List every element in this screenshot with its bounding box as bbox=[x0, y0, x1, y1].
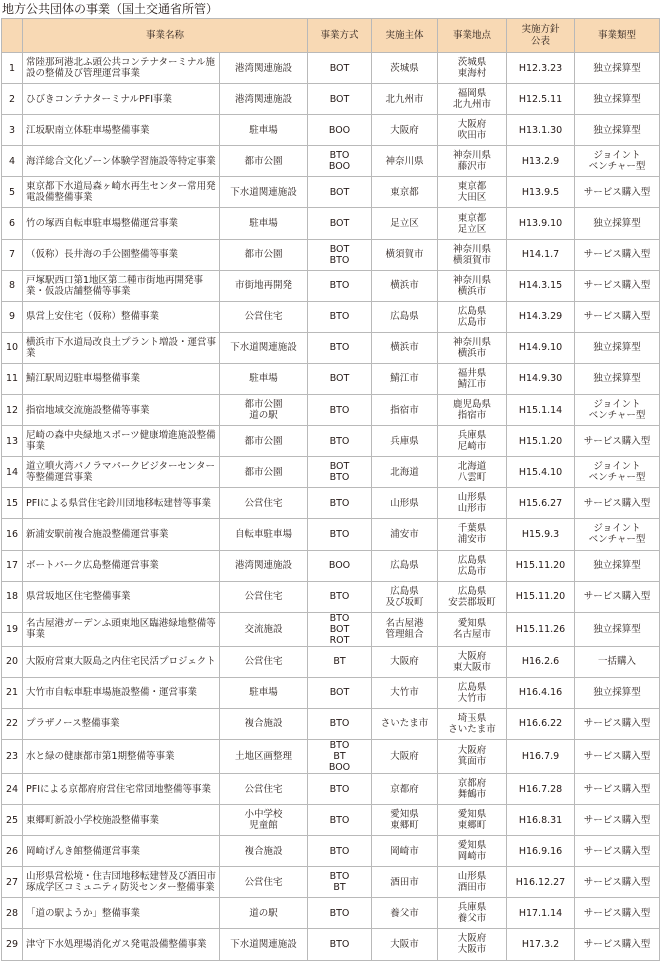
project-type: 独立採算型 bbox=[575, 677, 660, 708]
project-name: 横浜市下水道局改良土プラント増設・運営事業 bbox=[23, 332, 220, 363]
table-row bbox=[2, 53, 660, 84]
project-type: サービス購入型 bbox=[575, 708, 660, 739]
row-number: 26 bbox=[2, 836, 23, 867]
table-row bbox=[2, 836, 660, 867]
implementing-entity: 名古屋港 管理組合 bbox=[372, 612, 438, 646]
implementing-entity: 横須賀市 bbox=[372, 239, 438, 270]
project-type: サービス購入型 bbox=[575, 581, 660, 612]
table-row bbox=[2, 646, 660, 677]
table-row bbox=[2, 84, 660, 115]
header-row bbox=[2, 19, 660, 53]
project-type: 一括購入 bbox=[575, 646, 660, 677]
project-name: 竹の塚西自転車駐車場整備運営事業 bbox=[23, 208, 220, 239]
table-row bbox=[2, 739, 660, 773]
row-number: 17 bbox=[2, 550, 23, 581]
project-location: 福井県 鯖江市 bbox=[438, 363, 507, 394]
header-method: 事業方式 bbox=[308, 19, 372, 53]
implementing-entity: 兵庫県 bbox=[372, 426, 438, 457]
project-method: BOO bbox=[308, 115, 372, 146]
facility-type: 都市公園 bbox=[220, 426, 308, 457]
table-row bbox=[2, 805, 660, 836]
table-row bbox=[2, 708, 660, 739]
header-announce-date-text: 実施方針 公表 bbox=[521, 23, 560, 47]
project-method: BTO bbox=[308, 773, 372, 804]
announcement-date: H17.1.14 bbox=[507, 898, 575, 929]
project-location: 東京都 大田区 bbox=[438, 177, 507, 208]
header-announce-date bbox=[507, 19, 575, 53]
project-method: BTO bbox=[308, 519, 372, 550]
project-name: 東郷町新設小学校施設整備事業 bbox=[23, 805, 220, 836]
announcement-date: H16.12.27 bbox=[507, 867, 575, 898]
project-name: 海洋総合文化ゾーン体験学習施設等特定事業 bbox=[23, 146, 220, 177]
implementing-entity: 足立区 bbox=[372, 208, 438, 239]
project-method: BT bbox=[308, 646, 372, 677]
pfi-projects-table bbox=[1, 18, 660, 961]
project-method: BTO bbox=[308, 898, 372, 929]
table-row bbox=[2, 867, 660, 898]
project-location: 大阪府 大阪市 bbox=[438, 929, 507, 960]
implementing-entity: 横浜市 bbox=[372, 332, 438, 363]
row-number: 22 bbox=[2, 708, 23, 739]
table-row bbox=[2, 332, 660, 363]
project-method: BOT bbox=[308, 84, 372, 115]
implementing-entity: 神奈川県 bbox=[372, 146, 438, 177]
announcement-date: H14.9.10 bbox=[507, 332, 575, 363]
implementing-entity: 大阪府 bbox=[372, 646, 438, 677]
announcement-date: H14.3.29 bbox=[507, 301, 575, 332]
implementing-entity: 広島県 bbox=[372, 550, 438, 581]
implementing-entity: 岡崎市 bbox=[372, 836, 438, 867]
row-number: 6 bbox=[2, 208, 23, 239]
table-row bbox=[2, 519, 660, 550]
facility-type: 公営住宅 bbox=[220, 488, 308, 519]
project-type: 独立採算型 bbox=[575, 115, 660, 146]
facility-type: 公営住宅 bbox=[220, 581, 308, 612]
facility-type: 公営住宅 bbox=[220, 773, 308, 804]
project-location: 広島県 広島市 bbox=[438, 550, 507, 581]
facility-type: 港湾関連施設 bbox=[220, 550, 308, 581]
table-row bbox=[2, 146, 660, 177]
implementing-entity: 北九州市 bbox=[372, 84, 438, 115]
project-method: BTO bbox=[308, 929, 372, 960]
project-type: サービス購入型 bbox=[575, 773, 660, 804]
table-row bbox=[2, 177, 660, 208]
project-name: ひびきコンテナターミナルPFI事業 bbox=[23, 84, 220, 115]
header-entity: 実施主体 bbox=[372, 19, 438, 53]
project-name: 指宿地域交流施設整備等事業 bbox=[23, 395, 220, 426]
implementing-entity: 鯖江市 bbox=[372, 363, 438, 394]
table-row bbox=[2, 550, 660, 581]
row-number: 13 bbox=[2, 426, 23, 457]
table-row bbox=[2, 395, 660, 426]
project-name: 津守下水処理場消化ガス発電設備整備事業 bbox=[23, 929, 220, 960]
project-type: ジョイント ベンチャー型 bbox=[575, 519, 660, 550]
project-name: 道立噴火湾パノラマパークビジターセンター等整備運営事業 bbox=[23, 457, 220, 488]
project-type: 独立採算型 bbox=[575, 332, 660, 363]
announcement-date: H17.3.2 bbox=[507, 929, 575, 960]
table-row bbox=[2, 115, 660, 146]
announcement-date: H13.1.30 bbox=[507, 115, 575, 146]
project-type: サービス購入型 bbox=[575, 177, 660, 208]
row-number: 9 bbox=[2, 301, 23, 332]
project-name: 新浦安駅前複合施設整備運営事業 bbox=[23, 519, 220, 550]
row-number: 19 bbox=[2, 612, 23, 646]
facility-type: 市街地再開発 bbox=[220, 270, 308, 301]
facility-type: 駐車場 bbox=[220, 363, 308, 394]
project-name: 県営坂地区住宅整備事業 bbox=[23, 581, 220, 612]
table-row bbox=[2, 581, 660, 612]
facility-type: 小中学校 児童館 bbox=[220, 805, 308, 836]
facility-type: 下水道関連施設 bbox=[220, 929, 308, 960]
project-location: 広島県 広島市 bbox=[438, 301, 507, 332]
facility-type: 駐車場 bbox=[220, 208, 308, 239]
table-row bbox=[2, 612, 660, 646]
facility-type: 駐車場 bbox=[220, 115, 308, 146]
table-row bbox=[2, 929, 660, 960]
project-method: BTO BOT ROT bbox=[308, 612, 372, 646]
table-row bbox=[2, 208, 660, 239]
project-method: BTO bbox=[308, 270, 372, 301]
project-method: BTO bbox=[308, 836, 372, 867]
project-type: サービス購入型 bbox=[575, 301, 660, 332]
table-row bbox=[2, 773, 660, 804]
project-name: 「道の駅ようか」整備事業 bbox=[23, 898, 220, 929]
project-type: サービス購入型 bbox=[575, 929, 660, 960]
project-type: 独立採算型 bbox=[575, 208, 660, 239]
facility-type: 都市公園 bbox=[220, 457, 308, 488]
project-location: 愛知県 岡崎市 bbox=[438, 836, 507, 867]
announcement-date: H16.6.22 bbox=[507, 708, 575, 739]
facility-type: 公営住宅 bbox=[220, 646, 308, 677]
project-name: 尼崎の森中央緑地スポーツ健康増進施設整備事業 bbox=[23, 426, 220, 457]
project-name: 江坂駅南立体駐車場整備事業 bbox=[23, 115, 220, 146]
project-method: BOT bbox=[308, 208, 372, 239]
project-type: サービス購入型 bbox=[575, 805, 660, 836]
row-number: 29 bbox=[2, 929, 23, 960]
implementing-entity: 横浜市 bbox=[372, 270, 438, 301]
implementing-entity: さいたま市 bbox=[372, 708, 438, 739]
row-number: 18 bbox=[2, 581, 23, 612]
project-location: 山形県 山形市 bbox=[438, 488, 507, 519]
project-type: 独立採算型 bbox=[575, 550, 660, 581]
project-location: 兵庫県 養父市 bbox=[438, 898, 507, 929]
announcement-date: H12.3.23 bbox=[507, 53, 575, 84]
project-method: BOO bbox=[308, 550, 372, 581]
project-name: 戸塚駅西口第1地区第二種市街地再開発事業・仮設店舗整備等事業 bbox=[23, 270, 220, 301]
announcement-date: H16.8.31 bbox=[507, 805, 575, 836]
header-project-type: 事業類型 bbox=[575, 19, 660, 53]
row-number: 11 bbox=[2, 363, 23, 394]
project-name: 常陸那珂港北ふ頭公共コンテナターミナル施設の整備及び管理運営事業 bbox=[23, 53, 220, 84]
project-location: 大阪府 東大阪市 bbox=[438, 646, 507, 677]
announcement-date: H13.9.10 bbox=[507, 208, 575, 239]
table-row bbox=[2, 457, 660, 488]
table-row bbox=[2, 239, 660, 270]
announcement-date: H16.2.6 bbox=[507, 646, 575, 677]
project-type: サービス購入型 bbox=[575, 270, 660, 301]
project-method: BOT BTO bbox=[308, 239, 372, 270]
header-location: 事業地点 bbox=[438, 19, 507, 53]
row-number: 7 bbox=[2, 239, 23, 270]
row-number: 15 bbox=[2, 488, 23, 519]
row-number: 27 bbox=[2, 867, 23, 898]
announcement-date: H15.4.10 bbox=[507, 457, 575, 488]
table-row bbox=[2, 270, 660, 301]
row-number: 5 bbox=[2, 177, 23, 208]
project-name: 岡崎げんき館整備運営事業 bbox=[23, 836, 220, 867]
row-number: 24 bbox=[2, 773, 23, 804]
facility-type: 都市公園 道の駅 bbox=[220, 395, 308, 426]
project-type: ジョイント ベンチャー型 bbox=[575, 146, 660, 177]
project-location: 山形県 酒田市 bbox=[438, 867, 507, 898]
implementing-entity: 愛知県 東郷町 bbox=[372, 805, 438, 836]
project-method: BTO bbox=[308, 488, 372, 519]
project-location: 神奈川県 横浜市 bbox=[438, 270, 507, 301]
project-name: プラザノース整備事業 bbox=[23, 708, 220, 739]
project-type: サービス購入型 bbox=[575, 867, 660, 898]
project-method: BTO bbox=[308, 708, 372, 739]
implementing-entity: 浦安市 bbox=[372, 519, 438, 550]
implementing-entity: 酒田市 bbox=[372, 867, 438, 898]
announcement-date: H14.9.30 bbox=[507, 363, 575, 394]
project-name: （仮称）長井海の手公園整備等事業 bbox=[23, 239, 220, 270]
table-row bbox=[2, 898, 660, 929]
project-location: 京都府 舞鶴市 bbox=[438, 773, 507, 804]
table-row bbox=[2, 301, 660, 332]
row-number: 2 bbox=[2, 84, 23, 115]
project-location: 福岡県 北九州市 bbox=[438, 84, 507, 115]
implementing-entity: 京都府 bbox=[372, 773, 438, 804]
facility-type: 都市公園 bbox=[220, 146, 308, 177]
facility-type: 複合施設 bbox=[220, 708, 308, 739]
project-location: 埼玉県 さいたま市 bbox=[438, 708, 507, 739]
header-number bbox=[2, 19, 23, 53]
project-type: 独立採算型 bbox=[575, 363, 660, 394]
project-type: サービス購入型 bbox=[575, 426, 660, 457]
facility-type: 公営住宅 bbox=[220, 301, 308, 332]
implementing-entity: 大阪市 bbox=[372, 929, 438, 960]
row-number: 1 bbox=[2, 53, 23, 84]
announcement-date: H15.1.14 bbox=[507, 395, 575, 426]
project-name: ボートパーク広島整備運営事業 bbox=[23, 550, 220, 581]
announcement-date: H14.3.15 bbox=[507, 270, 575, 301]
table-row bbox=[2, 488, 660, 519]
project-name: 大阪府営東大阪島之内住宅民活プロジェクト bbox=[23, 646, 220, 677]
project-location: 愛知県 東郷町 bbox=[438, 805, 507, 836]
row-number: 8 bbox=[2, 270, 23, 301]
project-type: サービス購入型 bbox=[575, 739, 660, 773]
project-name: PFIによる県営住宅鈴川団地移転建替等事業 bbox=[23, 488, 220, 519]
announcement-date: H15.6.27 bbox=[507, 488, 575, 519]
facility-type: 道の駅 bbox=[220, 898, 308, 929]
project-name: 水と緑の健康都市第1期整備等事業 bbox=[23, 739, 220, 773]
project-name: 大竹市自転車駐車場施設整備・運営事業 bbox=[23, 677, 220, 708]
project-type: ジョイント ベンチャー型 bbox=[575, 395, 660, 426]
project-type: サービス購入型 bbox=[575, 488, 660, 519]
project-type: サービス購入型 bbox=[575, 239, 660, 270]
facility-type: 港湾関連施設 bbox=[220, 53, 308, 84]
project-type: 独立採算型 bbox=[575, 612, 660, 646]
project-method: BTO BT bbox=[308, 867, 372, 898]
implementing-entity: 広島県 bbox=[372, 301, 438, 332]
project-type: 独立採算型 bbox=[575, 53, 660, 84]
announcement-date: H16.7.28 bbox=[507, 773, 575, 804]
project-location: 広島県 大竹市 bbox=[438, 677, 507, 708]
project-name: 山形県営松境・住吉団地移転建替及び酒田市琢成学区コミュニティ防災センター整備事業 bbox=[23, 867, 220, 898]
row-number: 12 bbox=[2, 395, 23, 426]
project-method: BTO BOO bbox=[308, 146, 372, 177]
implementing-entity: 養父市 bbox=[372, 898, 438, 929]
announcement-date: H15.11.20 bbox=[507, 550, 575, 581]
announcement-date: H15.1.20 bbox=[507, 426, 575, 457]
project-location: 茨城県 東海村 bbox=[438, 53, 507, 84]
announcement-date: H16.7.9 bbox=[507, 739, 575, 773]
implementing-entity: 指宿市 bbox=[372, 395, 438, 426]
project-method: BOT bbox=[308, 677, 372, 708]
project-name: 鯖江駅周辺駐車場整備事業 bbox=[23, 363, 220, 394]
facility-type: 交流施設 bbox=[220, 612, 308, 646]
facility-type: 港湾関連施設 bbox=[220, 84, 308, 115]
project-location: 神奈川県 横浜市 bbox=[438, 332, 507, 363]
project-type: サービス購入型 bbox=[575, 836, 660, 867]
project-type: ジョイント ベンチャー型 bbox=[575, 457, 660, 488]
announcement-date: H15.11.26 bbox=[507, 612, 575, 646]
implementing-entity: 大竹市 bbox=[372, 677, 438, 708]
row-number: 10 bbox=[2, 332, 23, 363]
announcement-date: H13.2.9 bbox=[507, 146, 575, 177]
implementing-entity: 東京都 bbox=[372, 177, 438, 208]
project-method: BOT bbox=[308, 53, 372, 84]
project-location: 鹿児島県 指宿市 bbox=[438, 395, 507, 426]
facility-type: 下水道関連施設 bbox=[220, 177, 308, 208]
row-number: 23 bbox=[2, 739, 23, 773]
row-number: 25 bbox=[2, 805, 23, 836]
facility-type: 公営住宅 bbox=[220, 867, 308, 898]
project-method: BOT BTO bbox=[308, 457, 372, 488]
facility-type: 駐車場 bbox=[220, 677, 308, 708]
project-method: BOT bbox=[308, 177, 372, 208]
announcement-date: H16.4.16 bbox=[507, 677, 575, 708]
project-name: PFIによる京都府府営住宅常団地整備等事業 bbox=[23, 773, 220, 804]
announcement-date: H16.9.16 bbox=[507, 836, 575, 867]
project-method: BTO bbox=[308, 332, 372, 363]
implementing-entity: 大阪府 bbox=[372, 739, 438, 773]
header-project-name: 事業名称 bbox=[23, 19, 308, 53]
project-method: BTO bbox=[308, 395, 372, 426]
project-method: BTO bbox=[308, 301, 372, 332]
project-location: 北海道 八雲町 bbox=[438, 457, 507, 488]
row-number: 4 bbox=[2, 146, 23, 177]
row-number: 3 bbox=[2, 115, 23, 146]
project-method: BTO bbox=[308, 805, 372, 836]
implementing-entity: 大阪府 bbox=[372, 115, 438, 146]
announcement-date: H15.11.20 bbox=[507, 581, 575, 612]
facility-type: 自転車駐車場 bbox=[220, 519, 308, 550]
row-number: 20 bbox=[2, 646, 23, 677]
project-location: 広島県 安芸郡坂町 bbox=[438, 581, 507, 612]
project-location: 神奈川県 藤沢市 bbox=[438, 146, 507, 177]
project-method: BTO BT BOO bbox=[308, 739, 372, 773]
facility-type: 都市公園 bbox=[220, 239, 308, 270]
project-method: BTO bbox=[308, 581, 372, 612]
project-name: 県営上安住宅（仮称）整備事業 bbox=[23, 301, 220, 332]
implementing-entity: 茨城県 bbox=[372, 53, 438, 84]
row-number: 21 bbox=[2, 677, 23, 708]
implementing-entity: 山形県 bbox=[372, 488, 438, 519]
project-location: 千葉県 浦安市 bbox=[438, 519, 507, 550]
row-number: 28 bbox=[2, 898, 23, 929]
project-method: BOT bbox=[308, 363, 372, 394]
announcement-date: H12.5.11 bbox=[507, 84, 575, 115]
project-method: BTO bbox=[308, 426, 372, 457]
project-location: 愛知県 名古屋市 bbox=[438, 612, 507, 646]
announcement-date: H13.9.5 bbox=[507, 177, 575, 208]
page-title: 地方公共団体の事業（国土交通省所管） bbox=[2, 2, 219, 16]
implementing-entity: 広島県 及び坂町 bbox=[372, 581, 438, 612]
facility-type: 土地区画整理 bbox=[220, 739, 308, 773]
facility-type: 下水道関連施設 bbox=[220, 332, 308, 363]
project-location: 神奈川県 横須賀市 bbox=[438, 239, 507, 270]
project-location: 兵庫県 尼崎市 bbox=[438, 426, 507, 457]
table-row bbox=[2, 677, 660, 708]
table-row bbox=[2, 426, 660, 457]
project-type: 独立採算型 bbox=[575, 84, 660, 115]
row-number: 14 bbox=[2, 457, 23, 488]
row-number: 16 bbox=[2, 519, 23, 550]
facility-type: 複合施設 bbox=[220, 836, 308, 867]
table-row bbox=[2, 363, 660, 394]
project-name: 名古屋港ガーデンふ頭東地区臨港緑地整備等事業 bbox=[23, 612, 220, 646]
announcement-date: H14.1.7 bbox=[507, 239, 575, 270]
project-name: 東京都下水道局森ヶ崎水再生センター常用発電設備整備事業 bbox=[23, 177, 220, 208]
announcement-date: H15.9.3 bbox=[507, 519, 575, 550]
project-location: 大阪府 箕面市 bbox=[438, 739, 507, 773]
project-location: 東京都 足立区 bbox=[438, 208, 507, 239]
project-location: 大阪府 吹田市 bbox=[438, 115, 507, 146]
project-type: サービス購入型 bbox=[575, 898, 660, 929]
implementing-entity: 北海道 bbox=[372, 457, 438, 488]
